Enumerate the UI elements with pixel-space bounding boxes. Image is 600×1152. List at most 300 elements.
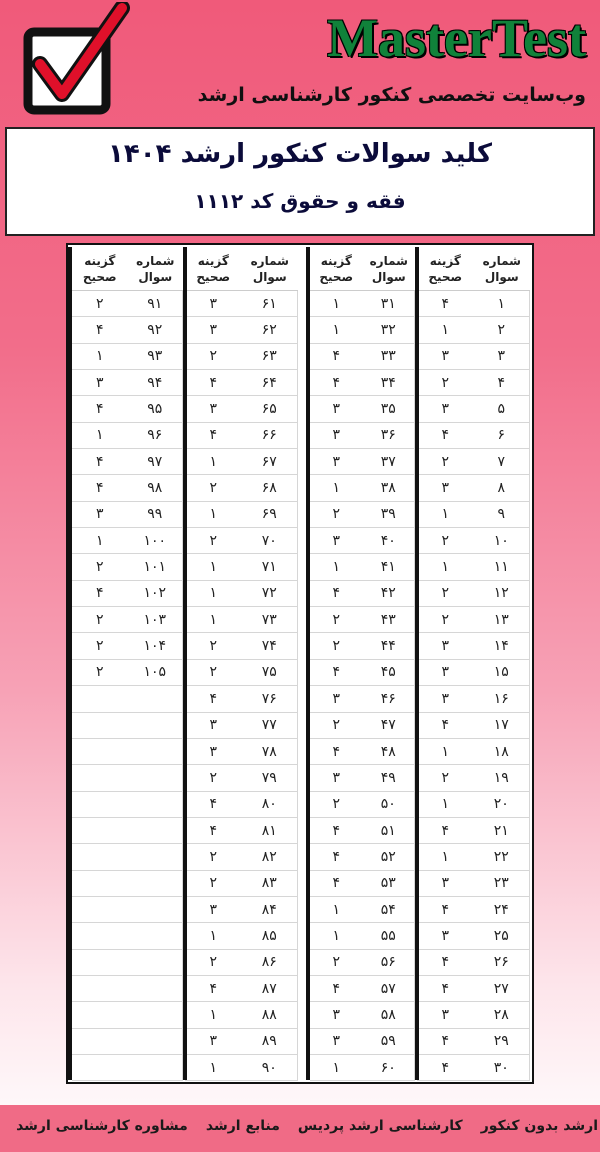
correct-answer-cell: ۲ <box>209 348 218 365</box>
question-number-cell: ۵۴ <box>363 897 416 922</box>
page-title: کلید سوالات کنکور ارشد ۱۴۰۴ <box>108 139 492 169</box>
correct-answer-cell: ۴ <box>332 875 341 892</box>
table-row <box>417 950 530 976</box>
correct-answer-cell: ۴ <box>332 822 341 839</box>
table-row <box>417 475 530 501</box>
question-number-cell: ۱۷ <box>474 713 531 738</box>
table-row <box>72 923 183 949</box>
table-row <box>417 344 530 370</box>
correct-answer-cell: ۱ <box>209 453 218 470</box>
question-number-cell: ۸۱ <box>242 818 299 843</box>
correct-answer-cell <box>72 818 128 843</box>
table-row <box>72 528 183 554</box>
question-number-cell: ۶۰ <box>363 1055 416 1080</box>
table-row <box>72 607 183 633</box>
question-number-cell: ۹۶ <box>128 423 184 448</box>
question-number-cell: ۷۴ <box>242 633 299 658</box>
question-number-cell: ۲۱ <box>474 818 531 843</box>
correct-answer-cell <box>72 1002 128 1027</box>
table-row <box>72 792 183 818</box>
question-number-cell: ۲۷ <box>474 976 531 1001</box>
table-row <box>72 344 183 370</box>
question-number-cell: ۲۲ <box>474 844 531 869</box>
correct-answer-cell <box>72 765 128 790</box>
table-row <box>72 396 183 422</box>
question-number-cell: ۶۸ <box>242 475 299 500</box>
table-row <box>417 713 530 739</box>
correct-answer-cell: ۳ <box>332 427 341 444</box>
question-number-cell <box>128 976 184 1001</box>
question-number-cell <box>128 1029 184 1054</box>
question-number-cell: ۱۲ <box>474 581 531 606</box>
correct-answer-cell: ۲ <box>209 532 218 549</box>
correct-answer-cell: ۴ <box>209 374 218 391</box>
correct-answer-cell: ۴ <box>95 322 104 339</box>
question-number-cell: ۶۷ <box>242 449 299 474</box>
correct-answer-cell <box>72 923 128 948</box>
table-row <box>185 1002 298 1028</box>
table-row <box>185 950 298 976</box>
question-number-cell <box>128 818 184 843</box>
table-row <box>185 502 298 528</box>
table-row <box>185 475 298 501</box>
table-row <box>72 1029 183 1055</box>
correct-answer-cell: ۳ <box>209 322 218 339</box>
table-row <box>310 344 415 370</box>
question-number-cell: ۳۷ <box>363 449 416 474</box>
header-question-number: شماره سوال <box>369 253 408 284</box>
table-row <box>72 449 183 475</box>
question-number-cell: ۹۷ <box>128 449 184 474</box>
correct-answer-cell: ۴ <box>209 427 218 444</box>
answer-key-table <box>66 243 534 1084</box>
question-number-cell: ۳۰ <box>474 1055 531 1080</box>
table-row <box>185 923 298 949</box>
table-row <box>310 633 415 659</box>
table-row <box>310 923 415 949</box>
table-row <box>185 607 298 633</box>
correct-answer-cell: ۳ <box>332 453 341 470</box>
correct-answer-cell: ۱ <box>441 743 450 760</box>
correct-answer-cell: ۲ <box>332 611 341 628</box>
table-row <box>417 502 530 528</box>
table-row <box>72 686 183 712</box>
correct-answer-cell: ۲ <box>209 638 218 655</box>
correct-answer-cell: ۱ <box>332 480 341 497</box>
question-number-cell: ۸۴ <box>242 897 299 922</box>
question-number-cell <box>128 739 184 764</box>
question-number-cell: ۶۵ <box>242 396 299 421</box>
table-row <box>310 396 415 422</box>
table-row <box>72 844 183 870</box>
table-row <box>417 581 530 607</box>
correct-answer-cell: ۳ <box>209 743 218 760</box>
question-number-cell <box>128 1002 184 1027</box>
question-number-cell: ۳۴ <box>363 370 416 395</box>
correct-answer-cell: ۴ <box>209 796 218 813</box>
table-row <box>310 1002 415 1028</box>
correct-answer-cell <box>72 871 128 896</box>
correct-answer-cell: ۴ <box>332 848 341 865</box>
question-number-cell: ۱۰۳ <box>128 607 184 632</box>
table-row <box>310 739 415 765</box>
correct-answer-cell: ۴ <box>332 374 341 391</box>
correct-answer-cell <box>72 713 128 738</box>
correct-answer-cell: ۱ <box>95 532 104 549</box>
correct-answer-cell: ۳ <box>441 638 450 655</box>
question-number-cell: ۳۱ <box>363 291 416 316</box>
question-number-cell: ۴۲ <box>363 581 416 606</box>
footer-nav-bar <box>0 1105 600 1152</box>
table-row <box>185 317 298 343</box>
question-number-cell: ۸۵ <box>242 923 299 948</box>
question-number-cell: ۹ <box>474 502 531 527</box>
question-number-cell: ۳۵ <box>363 396 416 421</box>
correct-answer-cell: ۱ <box>332 322 341 339</box>
table-row <box>72 1055 183 1081</box>
table-header <box>185 247 298 291</box>
correct-answer-cell: ۳ <box>441 690 450 707</box>
correct-answer-cell: ۴ <box>441 427 450 444</box>
footer-link-arshad-pardis[interactable]: کارشناسی ارشد پردیس <box>297 1118 463 1134</box>
correct-answer-cell <box>72 686 128 711</box>
correct-answer-cell: ۴ <box>441 822 450 839</box>
correct-answer-cell: ۲ <box>209 848 218 865</box>
table-row <box>185 739 298 765</box>
table-row <box>72 713 183 739</box>
correct-answer-cell: ۱ <box>332 1059 341 1076</box>
question-number-cell: ۲۰ <box>474 792 531 817</box>
table-row <box>185 396 298 422</box>
correct-answer-cell: ۳ <box>441 875 450 892</box>
table-row <box>417 897 530 923</box>
question-number-cell: ۳۳ <box>363 344 416 369</box>
table-row <box>72 1002 183 1028</box>
question-number-cell: ۴۸ <box>363 739 416 764</box>
table-row <box>72 370 183 396</box>
correct-answer-cell: ۳ <box>441 927 450 944</box>
correct-answer-cell: ۳ <box>332 690 341 707</box>
table-row <box>310 528 415 554</box>
question-number-cell <box>128 950 184 975</box>
table-row <box>417 554 530 580</box>
question-number-cell: ۶۱ <box>242 291 299 316</box>
table-row <box>72 660 183 686</box>
correct-answer-cell: ۱ <box>209 611 218 628</box>
question-number-cell: ۴۳ <box>363 607 416 632</box>
question-number-cell: ۱ <box>474 291 531 316</box>
correct-answer-cell: ۳ <box>209 1033 218 1050</box>
correct-answer-cell: ۴ <box>95 401 104 418</box>
table-row <box>72 423 183 449</box>
table-row <box>310 370 415 396</box>
question-number-cell: ۶ <box>474 423 531 448</box>
question-number-cell: ۸۶ <box>242 950 299 975</box>
question-number-cell: ۴۵ <box>363 660 416 685</box>
table-row <box>185 291 298 317</box>
correct-answer-cell: ۴ <box>95 480 104 497</box>
table-row <box>310 792 415 818</box>
footer-nav <box>0 1118 598 1134</box>
question-number-cell: ۷۲ <box>242 581 299 606</box>
question-number-cell: ۲۹ <box>474 1029 531 1054</box>
question-number-cell: ۶۶ <box>242 423 299 448</box>
question-number-cell: ۹۲ <box>128 317 184 342</box>
table-row <box>72 554 183 580</box>
correct-answer-cell: ۱ <box>209 506 218 523</box>
table-row <box>185 554 298 580</box>
correct-answer-cell: ۱ <box>209 559 218 576</box>
correct-answer-cell: ۳ <box>441 348 450 365</box>
table-row <box>185 871 298 897</box>
header-correct-answer: گزینه صحیح <box>428 253 463 284</box>
correct-answer-cell: ۳ <box>441 1006 450 1023</box>
table-row <box>310 818 415 844</box>
question-number-cell: ۹۱ <box>128 291 184 316</box>
checkbox-check-icon[interactable] <box>14 2 132 120</box>
answer-column-3 <box>185 247 298 1080</box>
table-row <box>310 976 415 1002</box>
question-number-cell <box>128 713 184 738</box>
correct-answer-cell <box>72 976 128 1001</box>
correct-answer-cell: ۴ <box>332 743 341 760</box>
question-number-cell: ۷۳ <box>242 607 299 632</box>
table-row <box>417 449 530 475</box>
correct-answer-cell: ۳ <box>209 401 218 418</box>
question-number-cell: ۲۵ <box>474 923 531 948</box>
question-number-cell: ۷۹ <box>242 765 299 790</box>
table-row <box>310 581 415 607</box>
table-row <box>185 818 298 844</box>
correct-answer-cell: ۲ <box>95 295 104 312</box>
table-row <box>310 686 415 712</box>
correct-answer-cell: ۴ <box>441 1033 450 1050</box>
correct-answer-cell <box>72 1055 128 1080</box>
table-row <box>417 976 530 1002</box>
table-row <box>417 818 530 844</box>
question-number-cell: ۸۳ <box>242 871 299 896</box>
correct-answer-cell: ۲ <box>332 796 341 813</box>
table-row <box>310 449 415 475</box>
table-row <box>72 897 183 923</box>
footer-link-manabe-arshad[interactable]: منابع ارشد <box>205 1118 280 1134</box>
question-number-cell <box>128 923 184 948</box>
correct-answer-cell: ۲ <box>209 769 218 786</box>
table-row <box>185 660 298 686</box>
correct-answer-cell: ۴ <box>209 980 218 997</box>
correct-answer-cell: ۱ <box>441 796 450 813</box>
question-number-cell: ۸۹ <box>242 1029 299 1054</box>
correct-answer-cell: ۴ <box>95 585 104 602</box>
table-row <box>310 475 415 501</box>
table-row <box>417 686 530 712</box>
footer-link-arshad-bedoon-konkur[interactable]: ارشد بدون کنکور <box>480 1118 598 1134</box>
brand-tagline: وب‌سایت تخصصی کنکور کارشناسی ارشد <box>197 84 586 106</box>
question-number-cell: ۶۳ <box>242 344 299 369</box>
question-number-cell <box>128 844 184 869</box>
table-row <box>310 950 415 976</box>
correct-answer-cell: ۳ <box>209 717 218 734</box>
question-number-cell: ۹۰ <box>242 1055 299 1080</box>
question-number-cell: ۱۰۲ <box>128 581 184 606</box>
table-row <box>185 976 298 1002</box>
correct-answer-cell: ۳ <box>441 664 450 681</box>
question-number-cell: ۵۶ <box>363 950 416 975</box>
correct-answer-cell: ۴ <box>441 717 450 734</box>
table-row <box>310 1029 415 1055</box>
table-row <box>417 607 530 633</box>
table-row <box>417 844 530 870</box>
question-number-cell: ۱۶ <box>474 686 531 711</box>
correct-answer-cell: ۱ <box>332 901 341 918</box>
table-row <box>185 370 298 396</box>
correct-answer-cell <box>72 844 128 869</box>
table-row <box>185 344 298 370</box>
table-row <box>185 897 298 923</box>
correct-answer-cell: ۴ <box>441 295 450 312</box>
correct-answer-cell: ۴ <box>441 1059 450 1076</box>
correct-answer-cell: ۲ <box>95 559 104 576</box>
question-number-cell: ۱۱ <box>474 554 531 579</box>
table-row <box>417 765 530 791</box>
correct-answer-cell <box>72 739 128 764</box>
correct-answer-cell: ۲ <box>441 532 450 549</box>
correct-answer-cell: ۳ <box>95 374 104 391</box>
question-number-cell: ۱۰۴ <box>128 633 184 658</box>
answer-column-4 <box>68 247 187 1080</box>
correct-answer-cell: ۱ <box>95 427 104 444</box>
correct-answer-cell: ۴ <box>441 980 450 997</box>
correct-answer-cell <box>72 792 128 817</box>
correct-answer-cell: ۳ <box>441 401 450 418</box>
correct-answer-cell: ۱ <box>441 322 450 339</box>
table-row <box>310 765 415 791</box>
table-row <box>310 607 415 633</box>
question-number-cell: ۳۸ <box>363 475 416 500</box>
question-number-cell: ۵ <box>474 396 531 421</box>
question-number-cell: ۲ <box>474 317 531 342</box>
table-row <box>417 423 530 449</box>
table-header <box>417 247 530 291</box>
table-row <box>72 502 183 528</box>
correct-answer-cell: ۱ <box>209 585 218 602</box>
correct-answer-cell: ۳ <box>332 769 341 786</box>
table-row <box>417 528 530 554</box>
answer-column-1 <box>417 247 530 1080</box>
correct-answer-cell: ۱ <box>209 1006 218 1023</box>
table-row <box>417 792 530 818</box>
correct-answer-cell: ۳ <box>332 532 341 549</box>
table-row <box>417 317 530 343</box>
question-number-cell: ۲۸ <box>474 1002 531 1027</box>
question-number-cell <box>128 871 184 896</box>
table-row <box>417 370 530 396</box>
correct-answer-cell: ۱ <box>209 927 218 944</box>
table-row <box>72 950 183 976</box>
question-number-cell: ۲۳ <box>474 871 531 896</box>
question-number-cell: ۵۷ <box>363 976 416 1001</box>
question-number-cell: ۷۰ <box>242 528 299 553</box>
header-question-number: شماره سوال <box>482 253 521 284</box>
correct-answer-cell: ۲ <box>95 611 104 628</box>
footer-link-moshavere-arshad[interactable]: مشاوره کارشناسی ارشد <box>16 1118 188 1134</box>
question-number-cell: ۱۹ <box>474 765 531 790</box>
table-row <box>417 396 530 422</box>
correct-answer-cell: ۳ <box>95 506 104 523</box>
correct-answer-cell: ۱ <box>332 295 341 312</box>
question-number-cell: ۵۱ <box>363 818 416 843</box>
page-subtitle: فقه و حقوق کد ۱۱۱۲ <box>194 189 406 213</box>
table-row <box>310 897 415 923</box>
correct-answer-cell: ۱ <box>441 559 450 576</box>
question-number-cell: ۵۵ <box>363 923 416 948</box>
question-number-cell <box>128 1055 184 1080</box>
table-row <box>72 739 183 765</box>
question-number-cell <box>128 765 184 790</box>
question-number-cell: ۷۷ <box>242 713 299 738</box>
table-row <box>417 1029 530 1055</box>
table-row <box>310 423 415 449</box>
question-number-cell: ۱۵ <box>474 660 531 685</box>
table-row <box>417 291 530 317</box>
table-row <box>185 423 298 449</box>
correct-answer-cell: ۴ <box>441 954 450 971</box>
table-row <box>185 1029 298 1055</box>
table-row <box>310 291 415 317</box>
header-question-number: شماره سوال <box>250 253 289 284</box>
correct-answer-cell: ۲ <box>209 664 218 681</box>
correct-answer-cell: ۱ <box>95 348 104 365</box>
table-row <box>72 317 183 343</box>
question-number-cell: ۷۶ <box>242 686 299 711</box>
table-row <box>72 818 183 844</box>
question-number-cell: ۳۹ <box>363 502 416 527</box>
table-row <box>72 633 183 659</box>
question-number-cell: ۸۸ <box>242 1002 299 1027</box>
question-number-cell: ۱۰۵ <box>128 660 184 685</box>
answer-column-2 <box>306 247 419 1080</box>
correct-answer-cell: ۲ <box>332 717 341 734</box>
question-number-cell: ۹۹ <box>128 502 184 527</box>
question-number-cell: ۴۹ <box>363 765 416 790</box>
table-row <box>72 475 183 501</box>
question-number-cell: ۱۰۱ <box>128 554 184 579</box>
table-row <box>185 449 298 475</box>
table-row <box>417 739 530 765</box>
question-number-cell: ۶۹ <box>242 502 299 527</box>
correct-answer-cell: ۴ <box>332 980 341 997</box>
correct-answer-cell: ۳ <box>332 1033 341 1050</box>
header-question-number: شماره سوال <box>136 253 175 284</box>
question-number-cell: ۴۱ <box>363 554 416 579</box>
question-number-cell: ۵۹ <box>363 1029 416 1054</box>
correct-answer-cell: ۳ <box>332 1006 341 1023</box>
correct-answer-cell <box>72 950 128 975</box>
header-correct-answer: گزینه صحیح <box>82 253 117 284</box>
question-number-cell: ۱۴ <box>474 633 531 658</box>
table-row <box>310 844 415 870</box>
question-number-cell <box>128 792 184 817</box>
correct-answer-cell: ۲ <box>441 611 450 628</box>
question-number-cell: ۸۰ <box>242 792 299 817</box>
question-number-cell: ۲۴ <box>474 897 531 922</box>
table-row <box>72 765 183 791</box>
question-number-cell: ۴ <box>474 370 531 395</box>
table-row <box>417 871 530 897</box>
brand-name[interactable]: MasterTest <box>327 8 586 68</box>
table-row <box>185 686 298 712</box>
question-number-cell: ۲۶ <box>474 950 531 975</box>
